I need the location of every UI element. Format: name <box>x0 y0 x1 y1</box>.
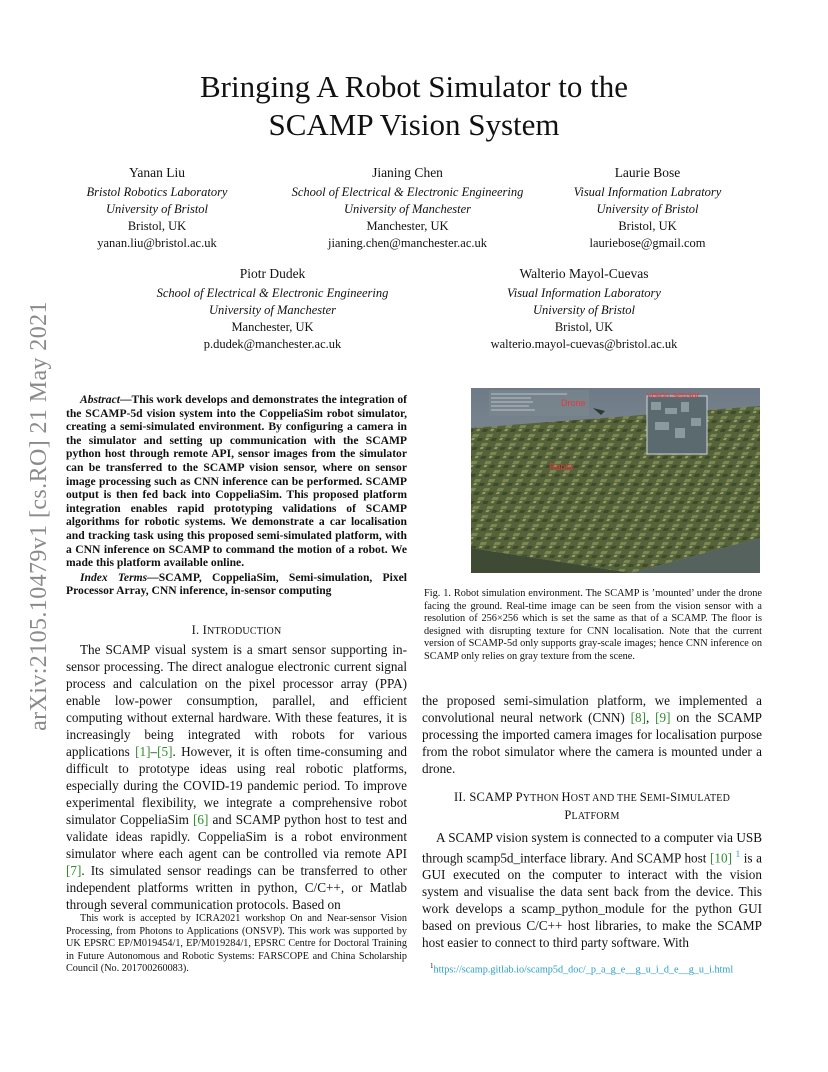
author-email: jianing.chen@manchester.ac.uk <box>327 236 488 250</box>
author-block <box>135 265 410 353</box>
author-block <box>468 265 700 353</box>
introduction-paragraph <box>66 641 407 913</box>
index-terms-text: —SCAMP, CoppeliaSim, Semi-simulation, Pixel Processor Array, CNN inference, in-sensor computing <box>66 570 407 598</box>
title-line-1: Bringing A Robot Simulator to the <box>200 69 628 104</box>
footnote-marker[interactable]: 1 <box>735 849 741 859</box>
section-heading-2 <box>422 789 762 825</box>
author-affiliation: Visual Information Labratory <box>573 185 722 199</box>
abstract <box>66 393 407 598</box>
arxiv-stamp: arXiv:2105.10479v1 [cs.RO] 21 May 2021 <box>26 301 52 731</box>
author-university: University of Bristol <box>596 202 699 216</box>
section-title-initial: I <box>202 623 207 637</box>
text-run: LATFORM <box>571 811 620 822</box>
text-run: EMI <box>646 793 666 804</box>
text-run: on the SCAMP processing the imported camera images for localisation purpose from the robot simulator where the camera is mounted under a drone. <box>422 710 763 776</box>
footnote-number: 1 <box>430 962 434 970</box>
drone-label: Drone <box>561 398 586 408</box>
author-email: yanan.liu@bristol.ac.uk <box>97 236 217 250</box>
author-university: University of Bristol <box>532 303 636 317</box>
text-run: YTHON <box>522 793 562 804</box>
vision-sensor-label: vision sensor <box>647 390 700 400</box>
footnote-right <box>430 960 770 977</box>
text-run: -S <box>665 790 678 804</box>
citation-link[interactable]: [8] <box>630 710 646 725</box>
text-run: , <box>646 710 656 725</box>
figure-simulation-environment <box>471 388 760 573</box>
author-block <box>270 164 545 252</box>
citation-link[interactable]: [7] <box>66 863 82 878</box>
title-line-2: SCAMP Vision System <box>268 107 560 142</box>
text-run: S <box>639 790 647 804</box>
index-terms-label: Index Terms <box>80 570 148 584</box>
section-2-line-2 <box>422 807 762 825</box>
author-location: Manchester, UK <box>231 320 314 334</box>
section-number: I. <box>191 623 200 637</box>
text-run: II. SCAMP P <box>453 790 523 804</box>
footnote-url-link[interactable]: https://scamp.gitlab.io/scamp5d_doc/_p_a_g_e__g_u_i_d_e__g_u_i.html <box>433 964 734 976</box>
author-block <box>62 164 252 252</box>
section-title-rest: NTRODUCTION <box>206 626 282 637</box>
author-name: Walterio Mayol-Cuevas <box>519 266 649 281</box>
citation-link[interactable]: [9] <box>655 710 671 725</box>
author-location: Bristol, UK <box>554 320 614 334</box>
section-heading-introduction <box>66 622 407 640</box>
author-email: walterio.mayol-cuevas@bristol.ac.uk <box>490 337 678 351</box>
paper-title <box>0 68 828 144</box>
text-run: H <box>561 790 571 804</box>
citation-link[interactable]: [5] <box>157 744 173 759</box>
citation-link[interactable]: [1] <box>135 744 151 759</box>
abstract-text: —This work develops and demonstrates the integration of the SCAMP-5d vision system into the CoppeliaSim robot simulator, creating a semi-simulated environment. By configuring a camera in the simulator and setting up communication with the SCAMP python host through remote API, sensor images from the simulator can be transferred to the SCAMP vision sensor, where on sensor image processing such as CNN inference can be performed. SCAMP output is then fed back into CoppeliaSim. This proposed platform integration enables rapid prototyping validations of SCAMP algorithms for robotic systems. We demonstrate a car localisation and tracking task using this proposed semi-simulated platform, with a CNN inference on SCAMP to command the motion of a robot. We made this platform available online. <box>66 393 407 570</box>
author-name: Laurie Bose <box>614 165 681 180</box>
robot-label: Robot <box>549 462 574 472</box>
text-run: – <box>150 744 158 759</box>
text-run: IMULATED <box>677 793 731 804</box>
footnote-left <box>66 913 407 976</box>
text-run: A SCAMP vision system is connected to a computer via USB through scamp5d_interface library. And SCAMP host <box>422 830 762 866</box>
right-paragraph-1 <box>422 692 762 777</box>
author-location: Bristol, UK <box>127 219 187 233</box>
funding-footnote: This work is accepted by ICRA2021 workshop On and Near-sensor Vision Processing, from Photons to Applications (ONSVP). This work was supported by UK EPSRC EP/M019454/1, EP/M019284/1, EPSRC Centre for Doctoral Training in Future Autonomous and Robotic Systems: FARSCOPE and China Scholarship Council (No. 201700260083). <box>66 913 407 974</box>
simulation-image <box>471 388 760 573</box>
author-university: University of Manchester <box>343 202 472 216</box>
text-run: The SCAMP visual system is a smart sensor supporting in-sensor processing. The direct analogue electronic current signal process and calculation on the pixel processor array (PPA) enable low-power consumption, parallel, and efficient computing without external hardware. With these features, it is increasingly being integrated with robots for various applications <box>66 642 407 759</box>
author-university: University of Manchester <box>208 303 337 317</box>
author-name: Piotr Dudek <box>239 266 306 281</box>
text-run: and SCAMP python host to test and validate ideas rapidly. CoppeliaSim is a robot environment simulator where each agent can be controlled via remote API <box>66 812 407 861</box>
author-affiliation: School of Electrical & Electronic Engineering <box>156 286 389 300</box>
author-affiliation: School of Electrical & Electronic Engineering <box>291 185 524 199</box>
author-name: Jianing Chen <box>372 165 443 180</box>
text-run: P <box>564 808 572 822</box>
author-location: Manchester, UK <box>366 219 449 233</box>
section-title <box>203 623 282 637</box>
citation-link[interactable]: [10] <box>710 850 733 866</box>
citation-link[interactable]: [6] <box>193 812 209 827</box>
text-run: is a GUI executed on the computer to interact with the vision system and visualise the data sent back from the device. This work develops a scamp_python_module for the python GUI based on previous C/C++ host libraries, to make the SCAMP host easier to connect to third party software. With <box>422 850 762 951</box>
section-2-line-1 <box>422 789 762 807</box>
figure-caption: Fig. 1. Robot simulation environment. The SCAMP is ’mounted’ under the drone facing the ground. Real-time image can be seen from the vision sensor with a resolution of 256×256 which is set the same as that of a SCAMP. The floor is designed with disrupting texture for CNN localisation. Note that the current version of SCAMP-5d only supports gray-scale images; hence CNN inference on SCAMP only relies on gray texture from the scene. <box>424 588 762 662</box>
author-name: Yanan Liu <box>128 165 185 180</box>
abstract-label: Abstract <box>80 393 120 406</box>
author-location: Bristol, UK <box>618 219 677 233</box>
author-block <box>555 164 740 252</box>
text-run: OST AND THE <box>570 793 640 804</box>
text-run: the proposed semi-simulation platform, we implemented a convolutional neural network (CNN) <box>422 693 762 725</box>
author-email: p.dudek@manchester.ac.uk <box>203 337 342 351</box>
author-university: University of Bristol <box>105 202 209 216</box>
author-email: lauriebose@gmail.com <box>589 236 706 250</box>
author-affiliation: Bristol Robotics Laboratory <box>86 185 228 199</box>
author-affiliation: Visual Information Laboratory <box>507 286 661 300</box>
text-run: . Its simulated sensor readings can be transferred to other independent platforms written in python, C/C++, or Matlab through several communication protocols. Based on <box>66 863 407 912</box>
right-paragraph-2 <box>422 829 762 951</box>
text-run: . However, it is often time-consuming and difficult to prototype ideas using real robotic platforms, especially during the COVID-19 pandemic period. To improve experimental flexibility, we integrate a comprehensive robot simulator CoppeliaSim <box>66 744 407 827</box>
